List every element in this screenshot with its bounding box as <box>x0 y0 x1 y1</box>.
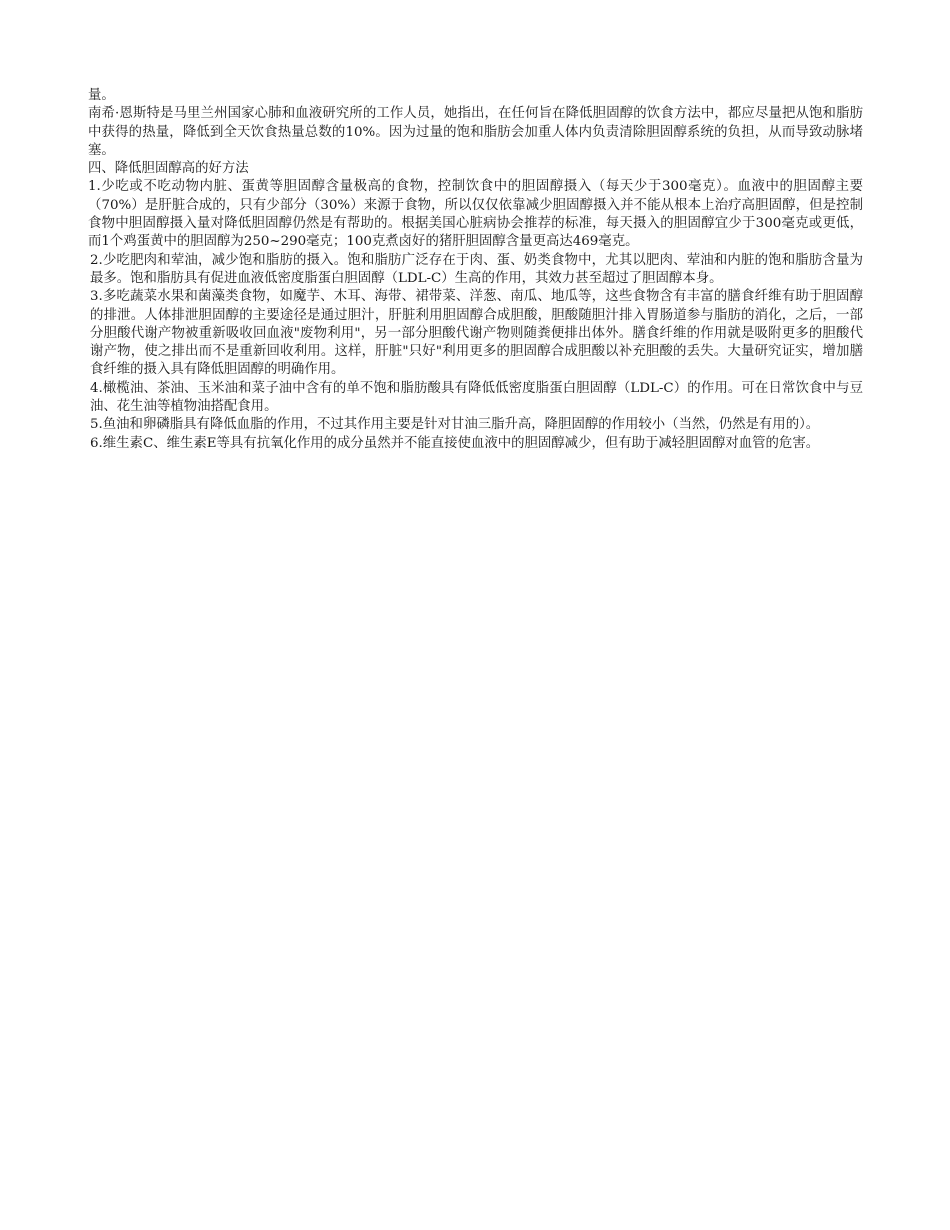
list-item-5: 5.鱼油和卵磷脂具有降低血脂的作用，不过其作用主要是针对甘油三脂升高，降胆固醇的作用较小（当然，仍然是有用的）。 <box>90 417 820 433</box>
list-item-2: 2.少吃肥肉和荤油，减少饱和脂肪的摄入。饱和脂肪广泛存在于肉、蛋、奶类食物中，尤其以肥肉、荤油和内脏的饱和脂肪含量为最多。饱和脂肪具有促进血液低密度脂蛋白胆固醇（LDL-C）生高的作用，其效力甚至超过了胆固醇本身。 <box>90 252 863 286</box>
list-item-3: 3.多吃蔬菜水果和菌藻类食物，如魔芋、木耳、海带、裙带菜、洋葱、南瓜、地瓜等，这些食物含有丰富的膳食纤维有助于胆固醇的排泄。人体排泄胆固醇的主要途径是通过胆汁，肝脏利用胆固醇合成胆酸，胆酸随胆汁排入胃肠道参与脂肪的消化，之后，一部分胆酸代谢产物被重新吸收回血液"废物利用"，另一部分胆酸代谢产物则随粪便排出体外。膳食纤维的作用就是吸附更多的胆酸代谢产物，使之排出而不是重新回收利用。这样，肝脏"只好"利用更多的胆固醇合成胆酸以补充胆酸的丢失。大量研究证实，增加膳食纤维的摄入具有降低胆固醇的明确作用。 <box>90 289 863 378</box>
document-body <box>88 87 863 453</box>
paragraph-nancy-ernst: 南希·恩斯特是马里兰州国家心肺和血液研究所的工作人员，她指出，在任何旨在降低胆固醇的饮食方法中，都应尽量把从饱和脂肪中获得的热量，降低到全天饮食热量总数的10%。因为过量的饱和脂肪会加重人体内负责清除胆固醇系统的负担，从而导致动脉堵塞。 <box>88 106 863 158</box>
list-item-6: 6.维生素C、维生素E等具有抗氧化作用的成分虽然并不能直接使血液中的胆固醇减少，但有助于减轻胆固醇对血管的危害。 <box>90 435 820 451</box>
list-item-1: 1.少吃或不吃动物内脏、蛋黄等胆固醇含量极高的食物，控制饮食中的胆固醇摄入（每天少于300毫克）。血液中的胆固醇主要（70%）是肝脏合成的，只有少部分（30%）来源于食物，所以仅仅依靠减少胆固醇摄入并不能从根本上治疗高胆固醇，但是控制食物中胆固醇摄入量对降低胆固醇仍然是有帮助的。根据美国心脏病协会推荐的标准，每天摄入的胆固醇宜少于300毫克或更低，而1个鸡蛋黄中的胆固醇为250~290毫克；100克煮卤好的猪肝胆固醇含量更高达469毫克。 <box>88 179 863 250</box>
list-item-4: 4.橄榄油、茶油、玉米油和菜子油中含有的单不饱和脂肪酸具有降低低密度脂蛋白胆固醇（LDL-C）的作用。可在日常饮食中与豆油、花生油等植物油搭配食用。 <box>90 380 863 415</box>
section-heading: 四、降低胆固醇高的好方法 <box>88 161 249 177</box>
paragraph-continuation: 量。 <box>88 88 115 103</box>
